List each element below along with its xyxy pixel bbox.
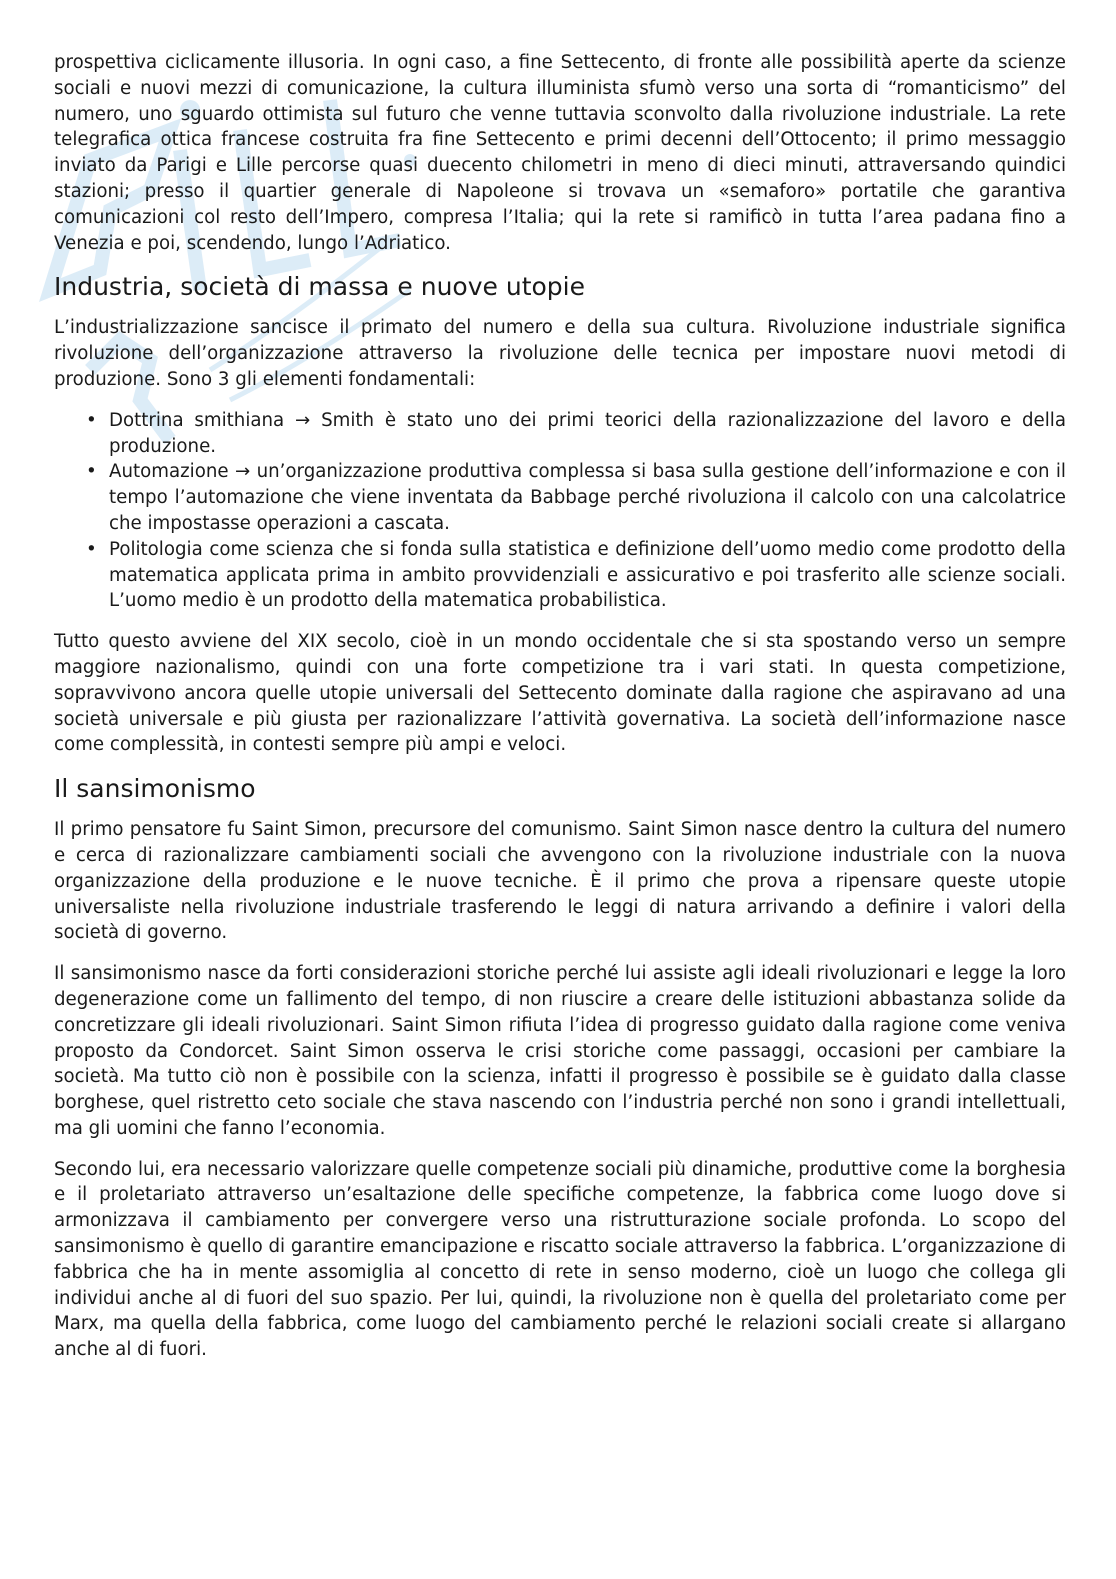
list-item-text: Automazione → un’organizzazione produttiva complessa si basa sulla gestione dell’informazione e con il tempo l’automazione che viene inventata da Babbage perché rivoluziona il calcolo con una calcolatrice che impostasse operazioni a cascata.: [109, 461, 1066, 534]
bullet-icon: •: [86, 461, 97, 483]
section-heading-industria: Industria, società di massa e nuove utopie: [54, 272, 585, 302]
list-item-text: Dottrina smithiana → Smith è stato uno dei primi teorici della razionalizzazione del lavoro e della produzione.: [109, 409, 1066, 457]
list-item: [54, 408, 1066, 460]
section2-paragraph-1: Il primo pensatore fu Saint Simon, precursore del comunismo. Saint Simon nasce dentro la cultura del numero e cerca di razionalizzare cambiamenti sociali che avvengono con la rivoluzione industriale con la nuova organizzazione della produzione e le nuove tecniche. È il primo che prova a ripensare queste utopie universaliste nella rivoluzione industriale trasferendo le leggi di natura arrivando a definire i valori della società di governo.: [54, 819, 1066, 944]
section1-paragraph-1: L’industrializzazione sancisce il primato del numero e della sua cultura. Rivoluzione industriale significa rivoluzione dell’organizzazione attraverso la rivoluzione delle tecnica per impostare nuovi metodi di produzione. Sono 3 gli elementi fondamentali:: [54, 317, 1066, 390]
document-page: [54, 50, 1066, 1363]
bullet-icon: •: [86, 538, 97, 560]
section-heading-sansimonismo: Il sansimonismo: [54, 774, 256, 804]
list-item: [54, 537, 1066, 614]
list-item-text: Politologia come scienza che si fonda sulla statistica e definizione dell’uomo medio come prodotto della matematica applicata prima in ambito provvidenziali e assicurativo e poi trasferito alle scienze sociali. L’uomo medio è un prodotto della matematica probabilistica.: [109, 538, 1066, 612]
fundamental-elements-list: [54, 408, 1066, 614]
intro-paragraph: prospettiva ciclicamente illusoria. In ogni caso, a fine Settecento, di fronte alle possibilità aperte da scienze sociali e nuovi mezzi di comunicazione, la cultura illuminista sfumò verso una sorta di “romanticismo” del numero, uno sguardo ottimista sul futuro che venne tuttavia sconvolto dalla rivoluzione industriale. La rete telegrafica ottica francese costruita fra fine Settecento e primi decenni dell’Ottocento; il primo messaggio inviato da Parigi e Lille percorse quasi duecento chilometri in meno di dieci minuti, attraversando quindici stazioni; presso il quartier generale di Napoleone si trovava un «semaforo» portatile che garantiva comunicazioni col resto dell’Impero, compresa l’Italia; qui la rete si ramificò in tutta l’area padana fino a Venezia e poi, scendendo, lungo l’Adriatico.: [54, 52, 1066, 254]
bullet-icon: •: [86, 409, 97, 431]
section2-paragraph-3: Secondo lui, era necessario valorizzare quelle competenze sociali più dinamiche, produttive come la borghesia e il proletariato attraverso un’esaltazione delle specifiche competenze, la fabbrica come luogo dove si armonizzava il cambiamento per convergere verso una ristrutturazione sociale profonda. Lo scopo del sansimonismo è quello di garantire emancipazione e riscatto sociale attraverso la fabbrica. L’organizzazione di fabbrica che ha in mente assomiglia al concetto di rete in senso moderno, cioè un luogo che collega gli individui anche al di fuori del suo spazio. Per lui, quindi, la rivoluzione non è quella del proletariato come per Marx, ma quella della fabbrica, come luogo del cambiamento perché le relazioni sociali create si allargano anche al di fuori.: [54, 1158, 1066, 1361]
section2-paragraph-2: Il sansimonismo nasce da forti considerazioni storiche perché lui assiste agli ideali rivoluzionari e legge la loro degenerazione come un fallimento del tempo, di non riuscire a creare delle istituzioni abbastanza solide da concretizzare gli ideali rivoluzionari. Saint Simon rifiuta l’idea di progresso guidato dalla ragione come veniva proposto da Condorcet. Saint Simon osserva le crisi storiche come passaggi, occasioni per cambiare la società. Ma tutto ciò non è possibile con la scienza, infatti il progresso è possibile se è guidato dalla classe borghese, quel ristretto ceto sociale che stava nascendo con l’industria perché non sono i grandi intellettuali, ma gli uomini che fanno l’economia.: [54, 963, 1066, 1139]
list-item: [54, 459, 1066, 536]
section1-paragraph-2: Tutto questo avviene del XIX secolo, cioè in un mondo occidentale che si sta spostando verso un sempre maggiore nazionalismo, quindi con una forte competizione tra i vari stati. In questa competizione, sopravvivono ancora quelle utopie universali del Settecento dominate dalla ragione che aspiravano ad una società universale e più giusta per razionalizzare l’attività governativa. La società dell’informazione nasce come complessità, in contesti sempre più ampi e veloci.: [54, 631, 1066, 756]
